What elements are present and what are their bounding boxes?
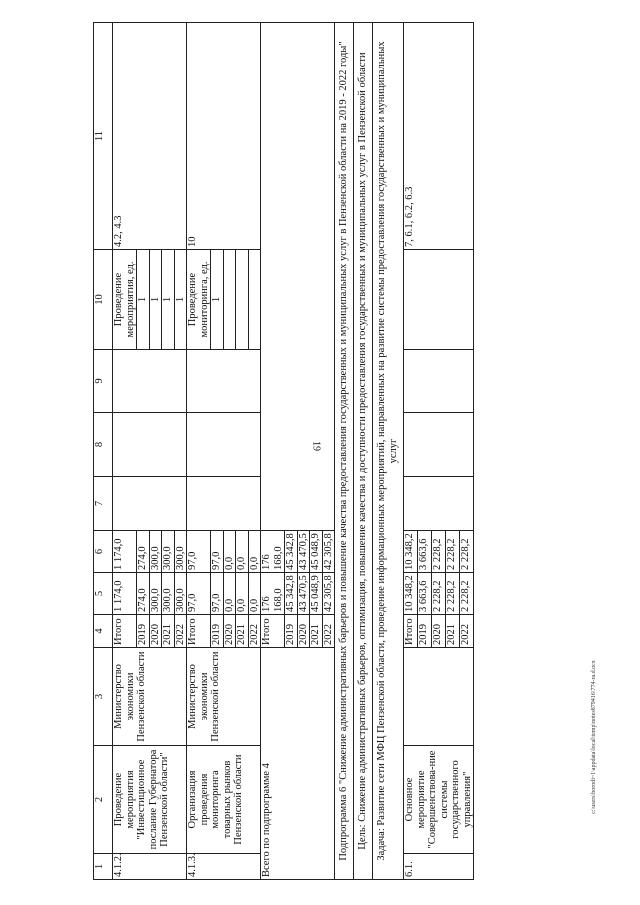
task-links: 4.2, 4.3 [113,23,187,250]
funding-total: 10 348,2 [404,573,418,615]
year-cell: 2021 [446,615,460,648]
table-row [113,23,137,880]
funding-budget: 0,0 [236,531,249,573]
table-row [187,23,211,880]
col-header: 6 [94,531,113,573]
funding-total: 300,0 [149,573,162,615]
year-cell: Итого [113,615,137,648]
funding-budget: 43 470,5 [297,531,310,573]
task-links: 7, 6.1, 6.2, 6.3 [404,23,474,250]
row-number: 6.1. [404,854,474,880]
funding-total: 45 048,9 [310,573,323,615]
year-cell: 2022 [174,615,187,648]
task-row [373,23,404,880]
funding-total: 0,0 [236,573,249,615]
funding-total: 3 663,6 [418,573,432,615]
activity-name: Проведение мероприятия "Инвестиционное послание Губернатора Пензенской области" [113,746,187,854]
empty-cell [404,477,474,531]
indicator-value: 1 [162,250,175,350]
empty-cell [261,23,335,531]
funding-budget: 10 348,2 [404,531,418,573]
indicator-value [236,250,249,350]
row-number: 4.1.3. [187,854,261,880]
funding-budget: 3 663,6 [418,531,432,573]
year-cell: 2019 [211,615,224,648]
goal-row [354,23,373,880]
task-text: Задача: Развитие сети МФЦ Пензенской области, проведение информационных мероприятий, направленных на развитие системы предоставления государственных и муниципальных услуг [373,23,404,880]
file-path-footer: c:\users\borodi~1\appdata\local\temp\notes879416\774-ra.d.ocx [591,660,597,814]
total-label: Всего по подпрограмме 4 [261,648,335,880]
funding-budget: 2 228,2 [460,531,474,573]
funding-total: 300,0 [162,573,175,615]
funding-budget: 300,0 [162,531,175,573]
empty-cell [187,350,261,413]
indicator-name: Проведение мероприятия, ед. [113,261,136,338]
funding-budget: 97,0 [211,531,224,573]
year-cell: 2021 [236,615,249,648]
task-links: 10 [187,23,261,250]
funding-total: 43 470,5 [297,573,310,615]
col-header: 8 [94,413,113,477]
year-cell: 2019 [418,615,432,648]
col-header: 1 [94,854,113,880]
col-header: 5 [94,573,113,615]
funding-budget: 1 174,0 [113,531,137,573]
col-header: 7 [94,477,113,531]
funding-total: 45 342,8 [285,573,298,615]
funding-budget: 176 168,0 [261,531,285,573]
table-row [404,23,418,880]
goal-text: Цель: Снижение административных барьеров, оптимизация, повышение качества и доступности предоставления государственных и муниципальных услуг в Пензенской области [354,23,373,880]
indicator-name: Проведение мониторинга, ед. [187,261,210,338]
col-header: 2 [94,746,113,854]
funding-total: 274,0 [137,573,150,615]
indicator-value [223,250,236,350]
program-activities-table [93,22,474,880]
year-cell: 2022 [460,615,474,648]
year-cell: 2020 [223,615,236,648]
funding-total: 2 228,2 [432,573,446,615]
funding-budget: 274,0 [137,531,150,573]
col-header: 11 [94,23,113,250]
funding-budget: 0,0 [248,531,261,573]
funding-total: 2 228,2 [446,573,460,615]
indicator-value [248,250,261,350]
funding-total: 0,0 [248,573,261,615]
funding-total: 1 174,0 [113,573,137,615]
funding-total: 42 305,8 [322,573,335,615]
year-cell: 2022 [322,615,335,648]
col-header: 3 [94,648,113,746]
activity-name: Основное мероприятие "Совершенствова-ние системы государственного управления" [404,746,474,854]
column-number-row [94,23,113,880]
indicator-cell [113,250,137,350]
year-cell: 2020 [149,615,162,648]
year-cell: 2020 [297,615,310,648]
col-header: 4 [94,615,113,648]
indicator-value: 1 [174,250,187,350]
empty-cell [113,350,187,413]
col-header: 10 [94,250,113,350]
empty-cell [187,477,261,531]
funding-budget: 300,0 [149,531,162,573]
year-cell: Итого [261,615,285,648]
funding-budget: 97,0 [187,531,211,573]
empty-cell [113,413,187,477]
year-cell: Итого [187,615,211,648]
funding-total: 2 228,2 [460,573,474,615]
empty-cell [113,477,187,531]
year-cell: 2019 [285,615,298,648]
funding-total: 97,0 [211,573,224,615]
empty-cell [404,350,474,413]
funding-budget: 45 048,9 [310,531,323,573]
subprogram-title: Подпрограмма 6 "Снижение административных барьеров и повышение качества предоставления государственных и муниципальных услуг в Пензенской области на 2019 - 2022 годы" [335,23,354,880]
executor: Министерство экономики Пензенской области [187,648,261,746]
funding-budget: 2 228,2 [446,531,460,573]
year-cell: Итого [404,615,418,648]
year-cell: 2022 [248,615,261,648]
indicator-value: 1 [211,250,224,350]
funding-budget: 45 342,8 [285,531,298,573]
funding-total: 176 168,0 [261,573,285,615]
funding-total: 0,0 [223,573,236,615]
funding-total: 97,0 [187,573,211,615]
funding-total: 300,0 [174,573,187,615]
year-cell: 2021 [162,615,175,648]
empty-cell [404,250,474,350]
year-cell: 2021 [310,615,323,648]
indicator-value: 1 [137,250,150,350]
executor [404,648,474,746]
subprogram-heading-row [335,23,354,880]
activity-name: Организация проведения мониторинга товарных рынков Пензенской области [187,746,261,854]
funding-budget: 42 305,8 [322,531,335,573]
funding-budget: 300,0 [174,531,187,573]
year-cell: 2020 [432,615,446,648]
rotated-table-canvas [93,23,613,880]
col-header: 9 [94,350,113,413]
year-cell: 2019 [137,615,150,648]
executor: Министерство экономики Пензенской области [113,648,187,746]
total-row [261,23,285,880]
funding-budget: 0,0 [223,531,236,573]
page-number: 19 [310,441,322,451]
empty-cell [187,413,261,477]
indicator-value: 1 [149,250,162,350]
empty-cell [404,413,474,477]
funding-budget: 2 228,2 [432,531,446,573]
indicator-cell [187,250,211,350]
row-number: 4.1.2. [113,854,187,880]
